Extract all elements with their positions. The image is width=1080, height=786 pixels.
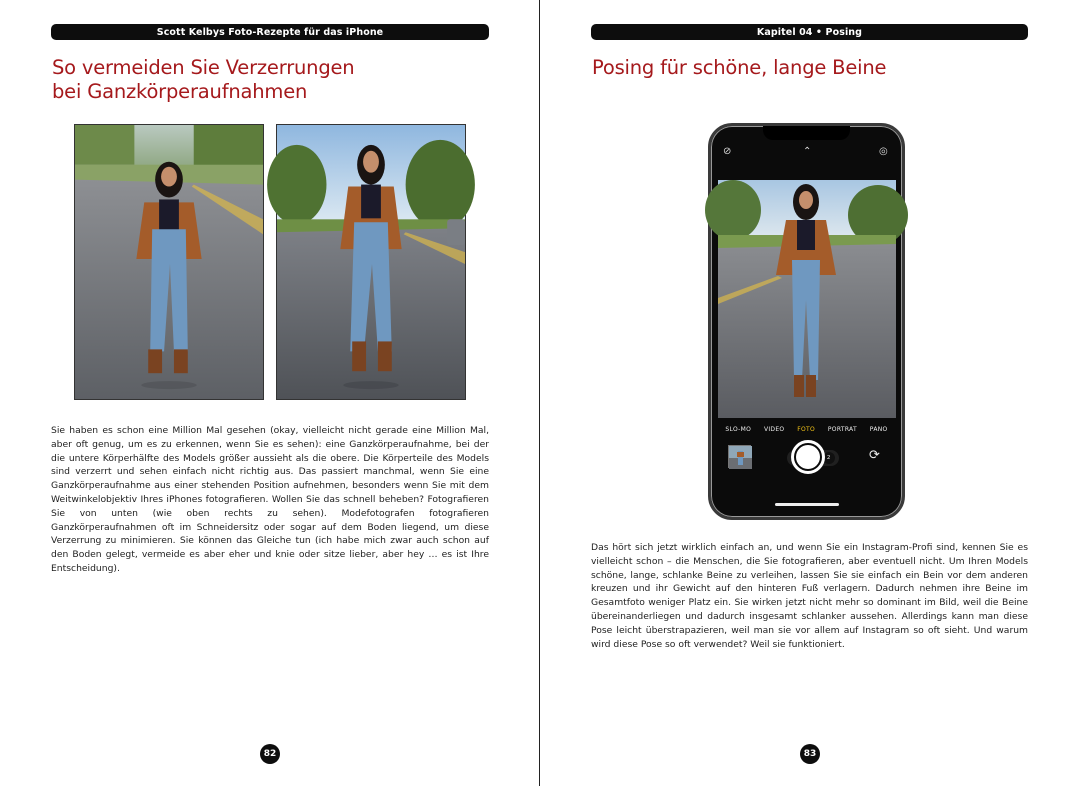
shutter-button[interactable] bbox=[791, 440, 825, 474]
zoom-option-2[interactable]: 2 bbox=[823, 452, 835, 464]
flash-off-icon: ⊘ bbox=[723, 146, 732, 157]
home-indicator bbox=[775, 503, 839, 506]
mode-video[interactable]: VIDEO bbox=[763, 426, 785, 433]
body-paragraph: Sie haben es schon eine Million Mal gesehen (okay, vielleicht nicht gerade eine Million Mal, aber oft genug, um es zu erkennen, wenn Sie es sehen): eine Ganzkörperaufnahme, bei der die untere Körperhälfte des Models größer aussieht als die obere. Die Körperteile des Models sind verzerrt und sehen einfach nicht richtig aus. Das passiert manchmal, wenn Sie eine Ganzkörperaufnahme aus einer stehenden Position aufnehmen, besonders wenn Sie mit dem Weitwinkelobjektiv Ihres iPhones fotografieren. Wollen Sie das schnell beheben? Fotografieren Sie von unten (wie oben rechts zu sehen). Modefotografen fotografieren Ganzkörperaufnahmen oft im Schneidersitz oder sogar auf dem Boden liegend, um diese Verzerrung zu minimieren. Sie können das Gleiche tun (ich habe mich zwar auch schon auf den Boden gelegt, vermeide es aber eher und knie oder sitze lieber, aber hey … es ist Ihre Entscheidung). bbox=[51, 425, 489, 574]
title-line-1: So vermeiden Sie Verzerrungen bbox=[52, 56, 355, 79]
page-title bbox=[52, 56, 492, 104]
running-header: Kapitel 04 • Posing bbox=[591, 24, 1028, 40]
camera-flip-icon[interactable]: ⟳ bbox=[869, 448, 880, 463]
title-line-2: bei Ganzkörperaufnahmen bbox=[52, 80, 308, 103]
mode-portrat[interactable]: PORTRAT bbox=[827, 426, 857, 433]
right-page bbox=[540, 0, 1080, 786]
page-number: 83 bbox=[800, 744, 820, 764]
body-paragraph: Das hört sich jetzt wirklich einfach an, und wenn Sie ein Instagram-Profi sind, kennen Sie es vielleicht schon – die Menschen, die Sie fotografieren, aber eventuell nicht. Um Ihren Models schöne, lange, schlanke Beine zu verleihen, lassen Sie sie einfach ein Bein vor dem anderen kreuzen und ihr Gewicht auf den hinteren Fuß verlagern. Dadurch nehmen ihre Beine im Gesamtfoto weniger Platz ein. Sie wirken jetzt nicht mehr so dominant im Bild, weil die Beine übereinanderliegen und dadurch insgesamt schlanker aussehen. Allerdings kann man diese Pose leicht überstrapazieren, weil man sie vor allem auf Instagram so oft sieht. Und warum wird diese Pose so oft verwendet? Weil sie funktioniert. bbox=[591, 542, 1028, 650]
phone-notch bbox=[763, 126, 850, 140]
camera-mode-strip bbox=[711, 426, 902, 433]
page-number: 82 bbox=[260, 744, 280, 764]
page-title: Posing für schöne, lange Beine bbox=[592, 56, 887, 79]
mode-slo-mo[interactable]: SLO-MO bbox=[725, 426, 752, 433]
mode-pano[interactable]: PANO bbox=[869, 426, 888, 433]
iphone-camera-mockup bbox=[708, 123, 905, 520]
photo-low-angle-corrected bbox=[276, 124, 466, 400]
mode-foto[interactable]: FOTO bbox=[797, 426, 816, 433]
photo-standing-distorted bbox=[74, 124, 264, 400]
live-photo-icon: ◎ bbox=[879, 146, 888, 157]
last-photo-thumbnail[interactable] bbox=[728, 445, 751, 468]
chevron-up-icon: ⌃ bbox=[803, 146, 812, 157]
running-header: Scott Kelbys Foto-Rezepte für das iPhone bbox=[51, 24, 489, 40]
